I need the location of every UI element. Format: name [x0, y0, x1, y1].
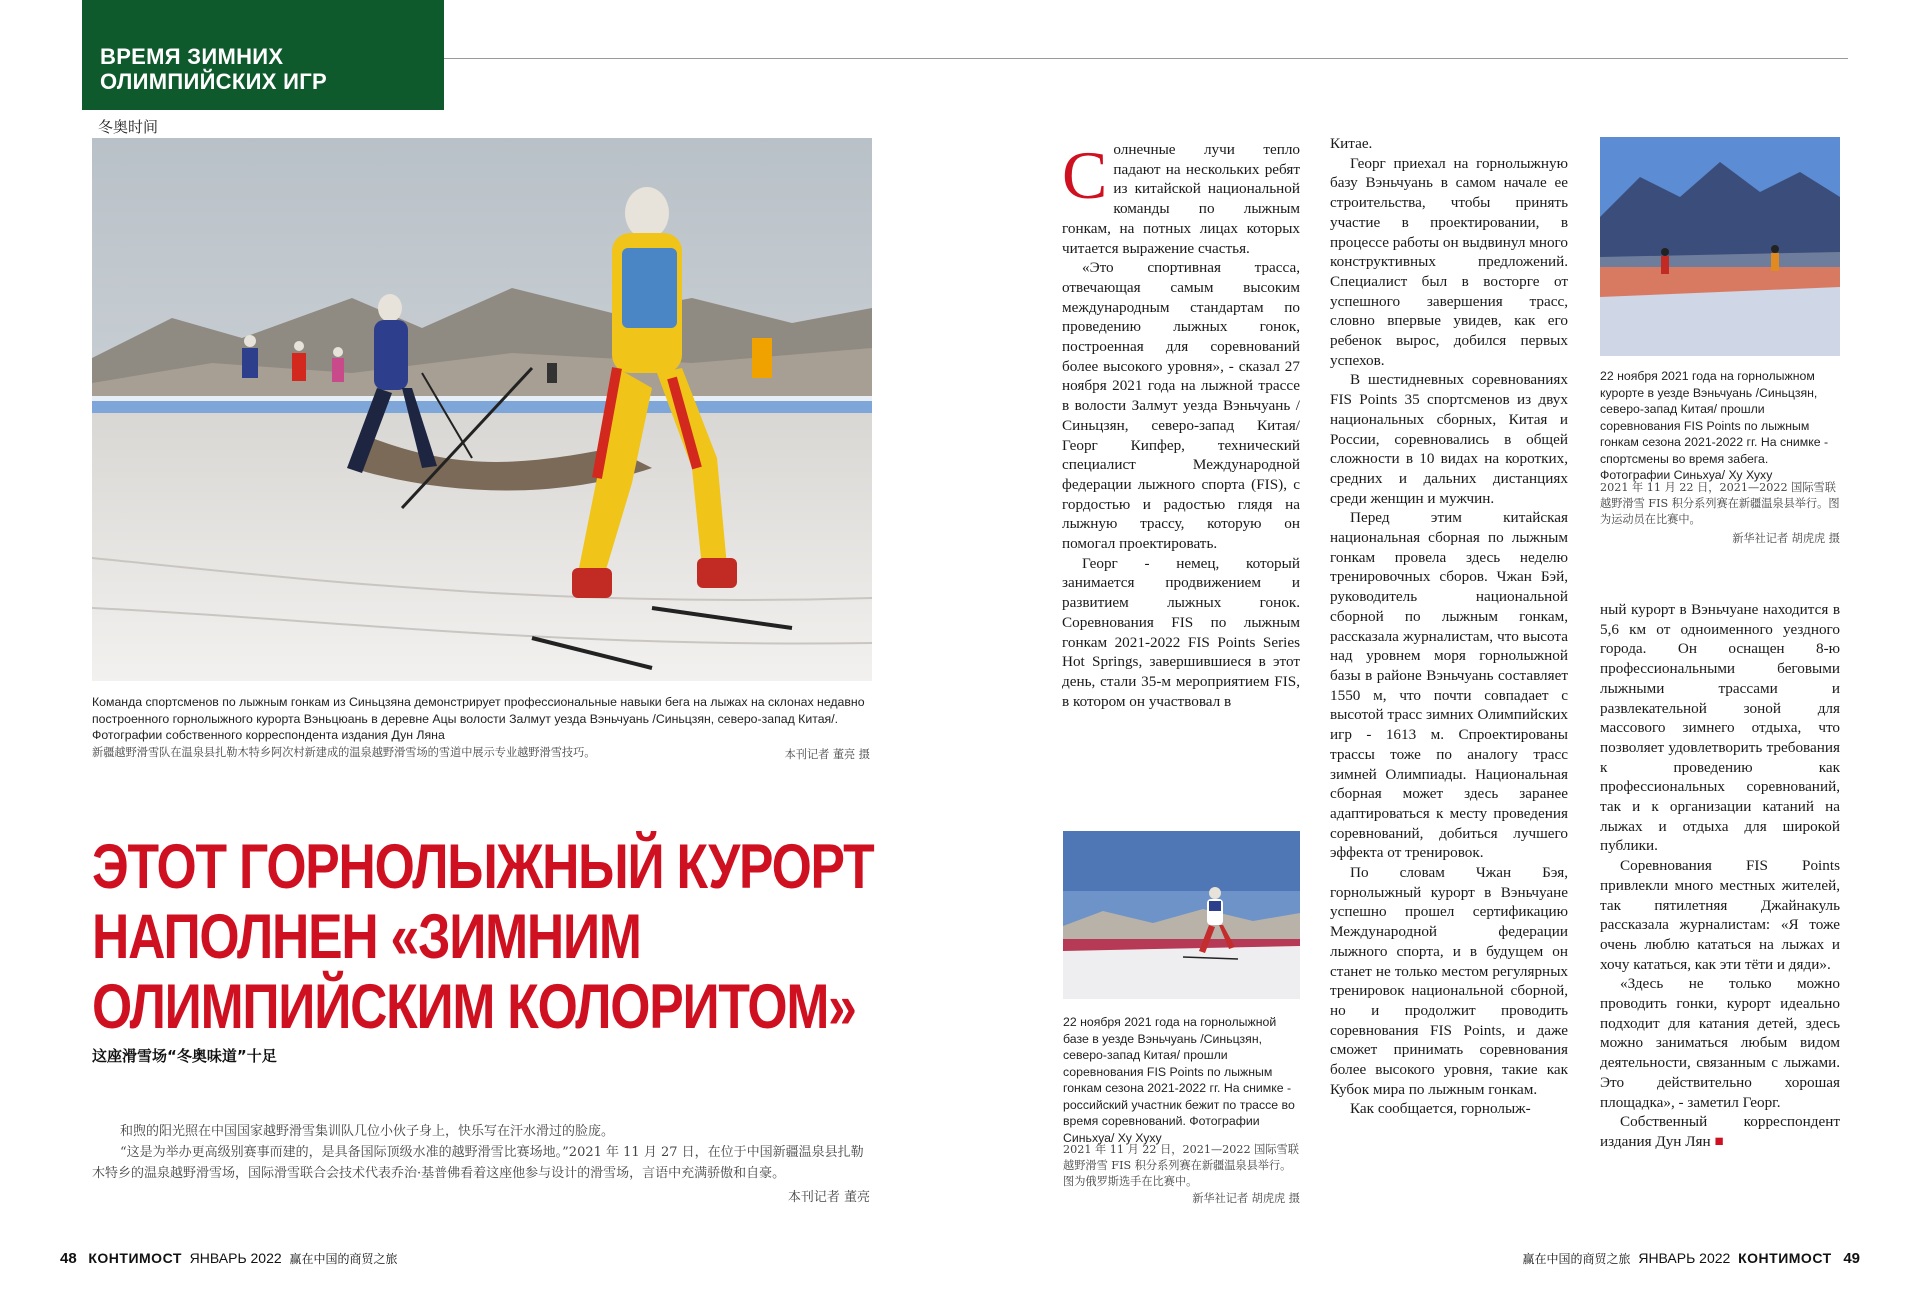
right-photo-caption-ru: 22 ноября 2021 года на горнолыжном курорте в уезде Вэньчуань /Синьцзян, северо-запад Китая/ прошли соревнования FIS Points по лыжным гонкам сезона 2021-2022 гг. На снимке - спортсмены во время забега. Фотографии Синьхуа/ Ху Хуху [1600, 369, 1829, 482]
cross-country-skiers-photo [92, 138, 872, 681]
article-column-3 [1600, 600, 1840, 1152]
section-title [100, 44, 440, 94]
article-headline [92, 832, 874, 1042]
article-paragraph: Георг - немец, который занимается продвижением и развитием лыжных гонок. Соревнования FIS по лыжным гонкам 2021-2022 FIS Points Series Hot Springs, завершившиеся в этот день, стали 35-м мероприятием FIS, в котором он участвовал в [1062, 554, 1300, 710]
main-photo-caption-ru: Команда спортсменов по лыжным гонкам из Синьцзяна демонстрирует профессиональные навыки бега на лыжах на склонах недавно построенного горнолыжного курорта Вэньцюань в деревне Ацы волости Залмут уезда Вэньчуань /Синьцзян, северо-запад Китая/. Фотографии собственного корреспондента издания Дун Ляна [92, 695, 865, 742]
mid-photo-credit: 新华社记者 胡虎虎 摄 [1192, 1192, 1300, 1205]
article-column-1 [1062, 137, 1300, 711]
footer-date-right: ЯНВАРЬ 2022 [1638, 1250, 1731, 1266]
article-paragraph: Георг приехал на горнолыжную базу Вэньчуань в самом начале ее строительства, чтобы принять участие в проектировании, в процессе работы он выдвинул много конструктивных предложений. Специалист был в восторге от успешного завершения трасс, словно впервые увидев, как его ребенок вырос, добился первых успехов. [1330, 154, 1568, 369]
footer-date-left: ЯНВАРЬ 2022 [189, 1250, 282, 1266]
section-title-line: ОЛИМПИЙСКИХ ИГР [100, 69, 327, 94]
footer-slogan-right: 赢在中国的商贸之旅 [1522, 1252, 1631, 1266]
page-number-right: 49 [1843, 1250, 1860, 1267]
footer-brand-right: КОНТИМОСТ [1738, 1250, 1832, 1266]
footer-right [1523, 1250, 1860, 1267]
header-rule [444, 58, 1848, 59]
article-paragraph: Как сообщается, горнолыж- [1350, 1100, 1531, 1118]
section-title-line: ВРЕМЯ ЗИМНИХ [100, 44, 284, 69]
main-photo-credit: 本刊记者 董亮 摄 [784, 748, 870, 761]
page-number-left: 48 [60, 1250, 77, 1267]
footer-slogan-left: 赢在中国的商贸之旅 [289, 1252, 398, 1266]
paragraph-text: Собственный корреспондент издания Дун Лян [1600, 1113, 1840, 1150]
section-subtitle-cn: 冬奥时间 [98, 118, 159, 136]
paragraph-text: олнечные лучи тепло падают на нескольких ребят из китайской национальной команды по лыжным гонкам, на потных лицах которых читается выражение счастья. [1062, 141, 1300, 257]
article-paragraph: Соревнования FIS Points привлекли много местных жителей, так пятилетняя Джайнакуль рассказала журналистам: «Я тоже очень люблю кататься на лыжах и хочу кататься, как эти тёти и дяди». [1600, 857, 1840, 973]
end-mark-icon: ■ [1714, 1132, 1724, 1150]
summary-paragraph: “这是为举办更高级别赛事而建的，是具备国际顶级水准的越野滑雪比赛场地。”2021 年 11 月 27 日，在位于中国新疆温泉县扎勒木特乡的温泉越野滑雪场，国际滑雪联合会技术代表乔治·基普佛看着这座他参与设计的滑雪场，言语中充满骄傲和自豪。 [92, 1145, 864, 1181]
headline-line: НАПОЛНЕН «ЗИМНИМ [92, 902, 641, 972]
article-paragraph: В шестидневных соревнованиях FIS Points 35 спортсменов из двух национальных сборных, Китая и России, соревновались в общей сложности в 10 видах на коротких, средних и дальних дистанциях среди женщин и мужчин. [1330, 371, 1568, 507]
mid-photo-caption-cn: 2021 年 11 月 22 日，2021—2022 国际雪联越野滑雪 FIS 积分系列赛在新疆温泉县举行。图为俄罗斯选手在比赛中。 [1063, 1143, 1299, 1188]
right-photo-caption-cn: 2021 年 11 月 22 日，2021—2022 国际雪联越野滑雪 FIS 积分系列赛在新疆温泉县举行。图为运动员在比赛中。 [1600, 481, 1840, 526]
headline-line: ЭТОТ ГОРНОЛЫЖНЫЙ КУРОРТ [92, 832, 874, 902]
mid-photo-caption-ru: 22 ноября 2021 года на горнолыжной базе в уезде Вэньчуань /Синьцзян, северо-запад Китая/ прошли соревнования FIS Points по лыжным гонкам сезона 2021-2022 гг. На снимке - российский участник бежит по трассе во время соревнований. Фотографии Синьхуа/ Ху Хуху [1063, 1015, 1295, 1145]
article-paragraph [1062, 137, 1300, 258]
article-column-2 [1330, 134, 1568, 1119]
article-paragraph: По словам Чжан Бэя, горнолыжный курорт в Вэньчуане успешно прошел сертификацию Международной федерации лыжного спорта, и в будущем он станет не только местом регулярных тренировок национальной сборной, но и продолжит проводить соревнования FIS Points, и даже сможет принимать соревнования более высокого уровня, такие как Кубок мира по лыжным гонкам. [1330, 864, 1568, 1098]
article-paragraph: Китае. [1330, 135, 1373, 152]
dropcap: С [1062, 137, 1108, 213]
article-paragraph [1600, 1112, 1840, 1151]
article-paragraph: Перед этим китайская национальная сборная по лыжным гонкам провела здесь неделю тренировочных сборов. Чжан Бэй, руководитель национальной сборной по лыжным гонкам, рассказала журналистам, что высота над уровнем моря горнолыжной базы в районе Вэньчуань составляет 1550 м, что почти совпадает с высотой трасс зимних Олимпийских игр - 1613 м. Спроектированы трассы тоже по аналогу трасс зимней Олимпиады. Национальная сборная может здесь заранее адаптироваться к месту проведения соревнований, добиться лучшего эффекта от тренировок. [1330, 509, 1568, 862]
right-photo-credit: 新华社记者 胡虎虎 摄 [1732, 532, 1840, 545]
mountain-skiers-photo [1600, 137, 1840, 356]
article-paragraph: ный курорт в Вэньчуане находится в 5,6 км от одноименного уездного города. Он оснащен 8-ю профессиональными беговыми лыжными трассами и развлекательной зоной для массового зимнего отдыха, что позволяет удовлетворить требования к проведению как профессиональных соревнований, так и к организации катаний на лыжах и отдыха для широкой публики. [1600, 601, 1840, 855]
article-paragraph: «Здесь не только можно проводить гонки, курорт идеально подходит для катания детей, здесь можно заниматься любым видом деятельности, связанным с лыжами. Это действительно хорошая площадка», - заметил Георг. [1600, 975, 1840, 1111]
article-paragraph: «Это спортивная трасса, отвечающая самым высоким международным стандартам по проведению лыжных гонок, построенная для соревнований более высокого уровня», - сказал 27 ноября 2021 года на лыжной трассе в волости Залмут уезда Вэньчуань /Синьцзян, северо-запад Китая/ Георг Кипфер, технический специалист Международной федерации лыжного спорта (FIS), с гордостью и радостью глядя на лыжную трассу, которую он помогал проектировать. [1062, 259, 1300, 553]
russian-skier-photo [1063, 831, 1300, 999]
footer-brand-left: КОНТИМОСТ [88, 1250, 182, 1266]
footer-left [60, 1250, 397, 1267]
summary-credit: 本刊记者 董亮 [787, 1190, 870, 1205]
main-photo-caption-cn: 新疆越野滑雪队在温泉县扎勒木特乡阿次村新建成的温泉越野滑雪场的雪道中展示专业越野滑雪技巧。 [92, 746, 596, 759]
headline-cn: 这座滑雪场“冬奥味道”十足 [92, 1047, 277, 1065]
headline-line: ОЛИМПИЙСКИМ КОЛОРИТОМ» [92, 972, 856, 1042]
summary-cn [92, 1121, 868, 1184]
summary-paragraph: 和煦的阳光照在中国国家越野滑雪集训队几位小伙子身上，快乐写在汗水滑过的脸庞。 [120, 1124, 615, 1139]
